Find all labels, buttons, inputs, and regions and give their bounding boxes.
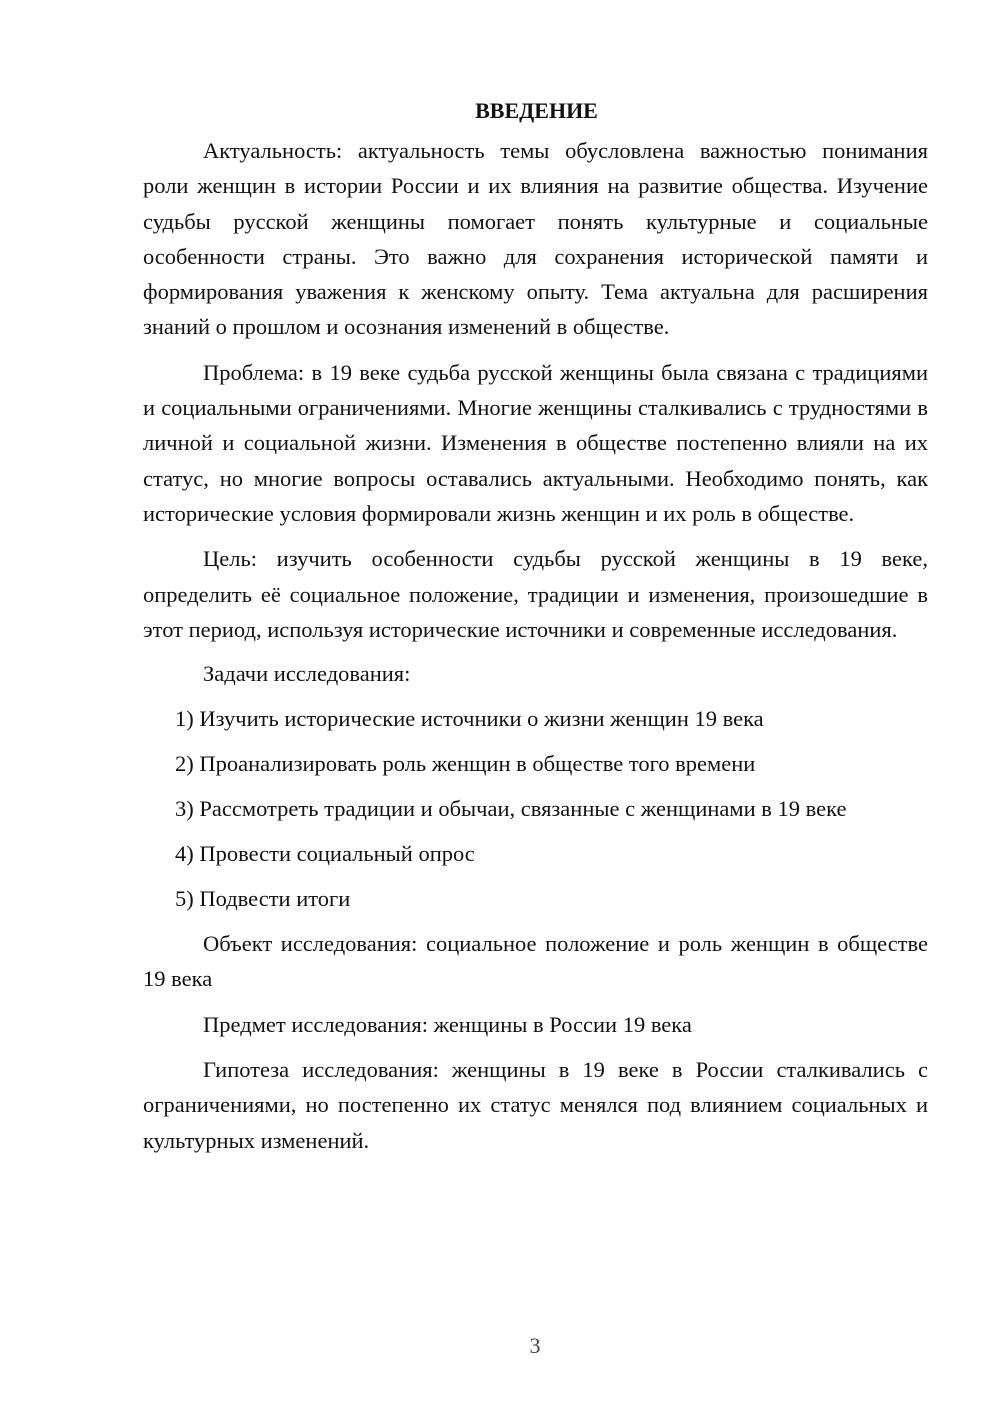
tasks-list xyxy=(143,701,928,916)
document-page xyxy=(143,96,928,1158)
page-number: 3 xyxy=(529,1333,541,1358)
hypothesis-paragraph: Гипотеза исследования: женщины в 19 веке в России сталкивались с ограничениями, но постепенно их статус менялся под влиянием социальных и культурных изменений. xyxy=(143,1057,928,1153)
goal-paragraph: Цель: изучить особенности судьбы русской женщины в 19 веке, определить её социальное положение, традиции и изменения, произошедшие в этот период, используя исторические источники и современные исследования. xyxy=(143,546,928,642)
task-item-3: 3) Рассмотреть традиции и обычаи, связанные с женщинами в 19 веке xyxy=(175,796,847,822)
relevance-paragraph: Актуальность: актуальность темы обусловлена важностью понимания роли женщин в истории России и их влияния на развитие общества. Изучение судьбы русской женщины помогает понять культурные и социальные особенности страны. Это важно для сохранения исторической памяти и формирования уважения к женскому опыту. Тема актуальна для расширения знаний о прошлом и осознания изменений в обществе. xyxy=(143,138,928,340)
problem-paragraph: Проблема: в 19 веке судьба русской женщины была связана с традициями и социальными ограничениями. Многие женщины сталкивались с трудностями в личной и социальной жизни. Изменения в обществе постепенно влияли на их статус, но многие вопросы оставались актуальными. Необходимо понять, как исторические условия формировали жизнь женщин и их роль в обществе. xyxy=(143,359,928,526)
subject-paragraph: Предмет исследования: женщины в России 19 века xyxy=(203,1011,692,1037)
object-paragraph: Объект исследования: социальное положение и роль женщин в обществе 19 века xyxy=(143,931,928,992)
task-item-5: 5) Подвести итоги xyxy=(175,886,351,912)
task-item-1: 1) Изучить исторические источники о жизни женщин 19 века xyxy=(175,706,764,732)
task-item-4: 4) Провести социальный опрос xyxy=(175,841,475,867)
task-item-2: 2) Проанализировать роль женщин в обществе того времени xyxy=(175,751,756,777)
tasks-title: Задачи исследования: xyxy=(203,661,411,687)
section-heading: ВВЕДЕНИЕ xyxy=(475,98,598,123)
